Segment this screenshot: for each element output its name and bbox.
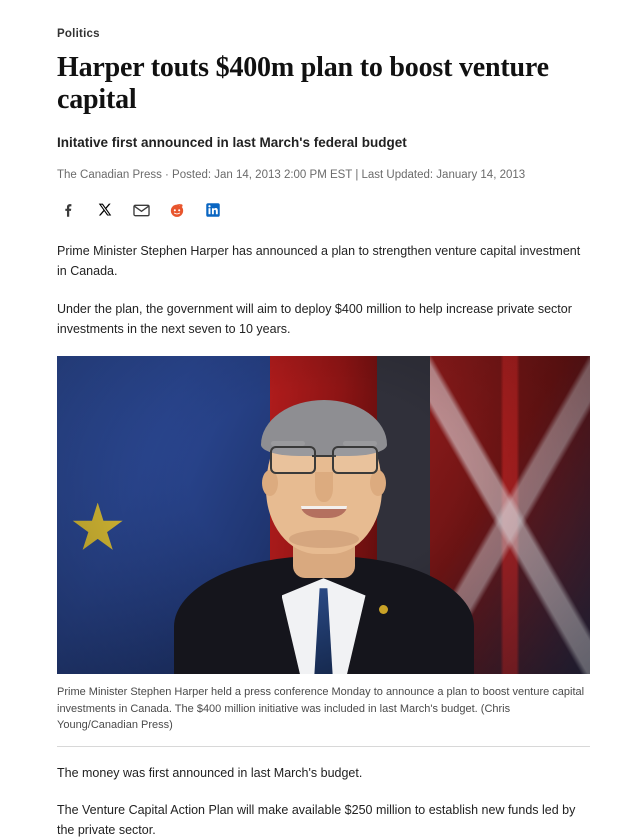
article-paragraph-1: Prime Minister Stephen Harper has announced a plan to strengthen venture capital investment in Canada. xyxy=(57,244,581,279)
share-bar xyxy=(59,199,590,221)
photo-caption: Prime Minister Stephen Harper held a press conference Monday to announce a plan to boost venture capital investments in Canada. The $400 million initiative was included in last March's budget. (Chris Young/Canadian Press) xyxy=(57,674,590,747)
article-subheadline: Initative first announced in last March's federal budget xyxy=(57,135,407,151)
article-paragraph-3: The money was first announced in last March's budget. xyxy=(57,765,363,780)
reddit-icon[interactable] xyxy=(167,200,187,220)
subject-lapel-pin xyxy=(379,605,388,614)
subject-nose xyxy=(315,472,333,502)
email-icon[interactable] xyxy=(131,200,151,220)
photo-subject xyxy=(174,406,474,674)
subject-chin-shadow xyxy=(289,530,359,548)
page-title: Harper touts $400m plan to boost venture capital xyxy=(57,51,549,115)
article-kicker[interactable]: Politics xyxy=(57,28,100,40)
x-twitter-icon[interactable] xyxy=(95,200,115,220)
article-figure xyxy=(57,356,590,747)
linkedin-icon[interactable] xyxy=(203,200,223,220)
glasses-lens-left xyxy=(270,446,316,474)
article-photo xyxy=(57,356,590,674)
article-paragraph-4: The Venture Capital Action Plan will make available $250 million to establish new funds led by the private sector. xyxy=(57,802,576,838)
glasses-lens-right xyxy=(332,446,378,474)
subject-glasses xyxy=(270,446,378,472)
article-paragraph-2: Under the plan, the government will aim to deploy $400 million to help increase private sector investments in the next seven to 10 years. xyxy=(57,301,572,336)
article-byline: The Canadian Press · Posted: Jan 14, 2013 2:00 PM EST | Last Updated: January 14, 2013 xyxy=(57,168,526,181)
facebook-icon[interactable] xyxy=(59,200,79,220)
